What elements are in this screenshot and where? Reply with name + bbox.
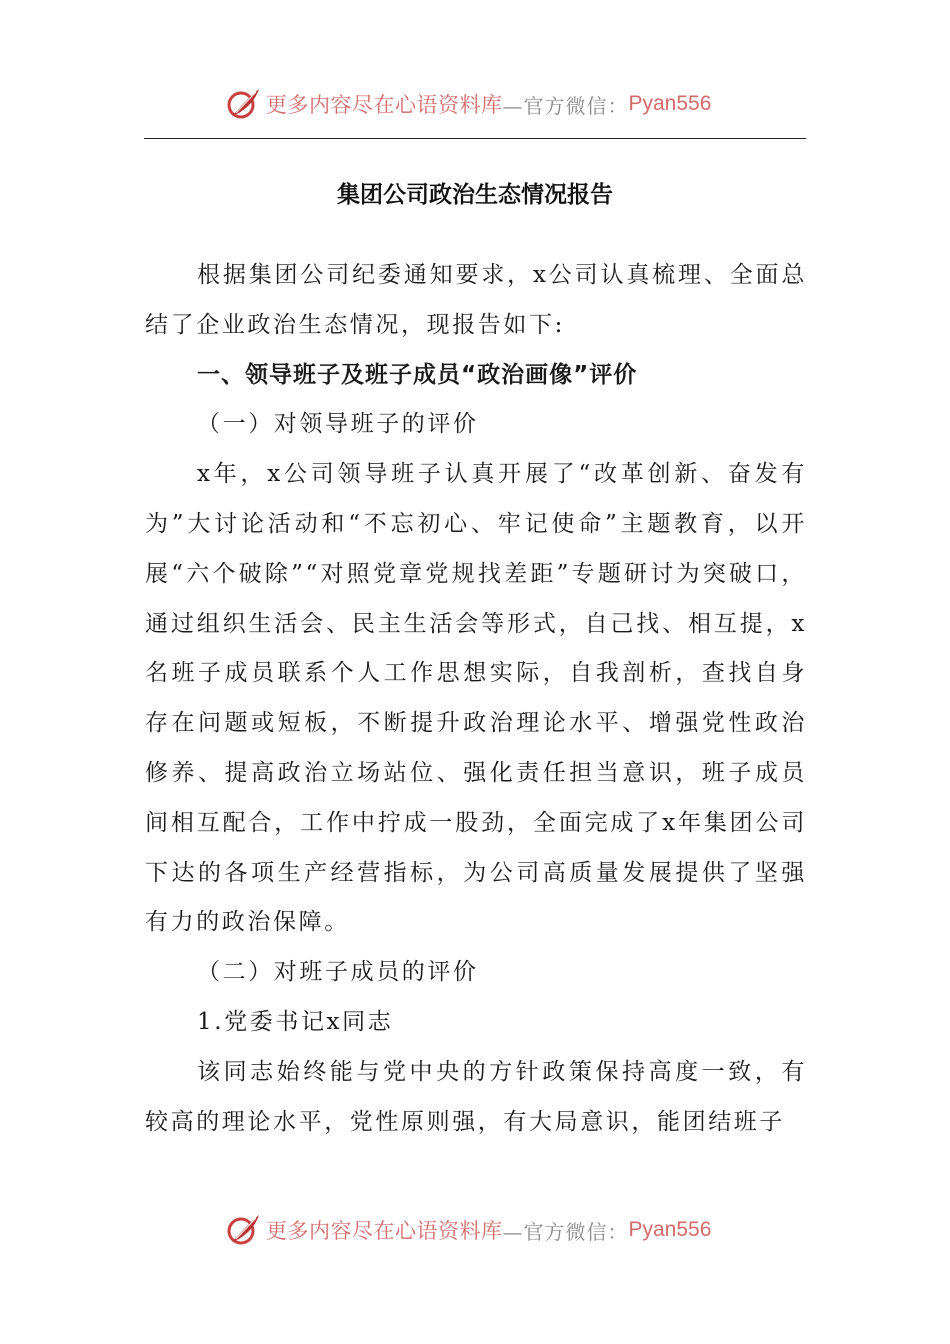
watermark-separator: —官方微信： bbox=[502, 93, 629, 118]
subsection-heading-1: （一）对领导班子的评价 bbox=[197, 411, 479, 438]
watermark-banner-top bbox=[226, 84, 711, 124]
section-heading-1: 一、领导班子及班子成员“政治画像”评价 bbox=[197, 361, 638, 388]
watermark-text: 更多内容尽在心语资料库 bbox=[266, 1219, 503, 1243]
watermark-separator: —官方微信： bbox=[502, 1219, 629, 1244]
watermark-wechat-id: Pyan556 bbox=[628, 92, 712, 115]
intro-paragraph: 根据集团公司纪委通知要求，x公司认真梳理、全面总结了企业政治生态情况，现报告如下: bbox=[145, 262, 807, 338]
watermark-wechat-id: Pyan556 bbox=[628, 1218, 712, 1241]
header-rule bbox=[144, 138, 806, 139]
watermark-banner-bottom bbox=[226, 1210, 711, 1250]
body-paragraph-2: 该同志始终能与党中央的方针政策保持高度一致，有较高的理论水平，党性原则强，有大局意识，能团结班子 bbox=[145, 1058, 807, 1135]
watermark-text: 更多内容尽在心语资料库 bbox=[266, 93, 503, 117]
document-title: 集团公司政治生态情况报告 bbox=[337, 182, 613, 208]
feather-pen-logo-icon bbox=[226, 86, 262, 122]
body-paragraph-1: x年，x公司领导班子认真开展了“改革创新、奋发有为”大讨论活动和“不忘初心、牢记使命”主题教育，以开展“六个破除”“对照党章党规找差距”专题研讨为突破口，通过组织生活会、民主生活会等形式，自己找、相互提，x名班子成员联系个人工作思想实际，自我剖析，查找自身存在问题或短板，不断提升政治理论水平、增强党性政治修养、提高政治立场站位、强化责任担当意识，班子成员间相互配合，工作中拧成一股劲，全面完成了x年集团公司下达的各项生产经营指标，为公司高质量发展提供了坚强有力的政治保障。 bbox=[145, 461, 807, 936]
item-heading-1: 1.党委书记x同志 bbox=[197, 1008, 394, 1035]
document-body bbox=[145, 251, 807, 1147]
subsection-heading-2: （二）对班子成员的评价 bbox=[197, 959, 479, 986]
feather-pen-logo-icon bbox=[226, 1212, 262, 1248]
